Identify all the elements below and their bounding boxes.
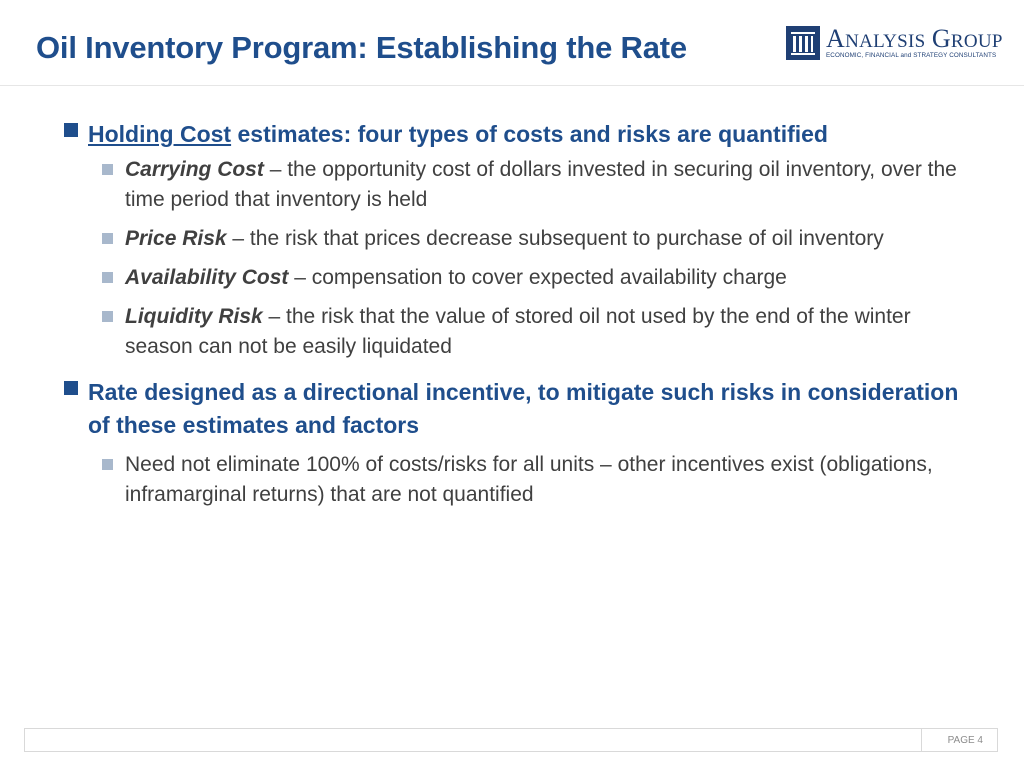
holding-cost-text: estimates: four types of costs and risks are quantified bbox=[231, 121, 828, 147]
holding-cost-link[interactable]: Holding Cost bbox=[88, 121, 232, 147]
term-label: Liquidity Risk bbox=[125, 305, 263, 328]
term-label: Carrying Cost bbox=[125, 158, 264, 181]
term-description: – the risk that the value of stored oil not used by the end of the winter season can not be easily liquidated bbox=[125, 305, 911, 358]
term-description: – the risk that prices decrease subsequent to purchase of oil inventory bbox=[226, 227, 884, 250]
term-label: Availability Cost bbox=[125, 266, 289, 289]
sub-bullet-price-risk bbox=[62, 224, 962, 254]
sub-bullet-availability-cost bbox=[62, 263, 962, 293]
logo-tagline: ECONOMIC, FINANCIAL and STRATEGY CONSULTANTS bbox=[826, 52, 997, 59]
slide-title: Oil Inventory Program: Establishing the Rate bbox=[36, 30, 687, 65]
logo-wordmark: ANALYSIS GROUP bbox=[826, 24, 1003, 53]
square-bullet-icon bbox=[64, 123, 78, 137]
square-bullet-icon bbox=[102, 272, 113, 283]
term-label: Price Risk bbox=[125, 227, 227, 250]
square-bullet-icon bbox=[64, 381, 78, 395]
sub-bullet-carrying-cost bbox=[62, 155, 962, 215]
footer-divider bbox=[921, 729, 922, 751]
term-description: – compensation to cover expected availability charge bbox=[288, 266, 787, 289]
square-bullet-icon bbox=[102, 459, 113, 470]
bullet-rate-design bbox=[62, 376, 962, 442]
page-number: PAGE 4 bbox=[947, 735, 983, 746]
header-divider bbox=[0, 85, 1024, 86]
slide-footer bbox=[24, 728, 998, 752]
term-description: – the opportunity cost of dollars invested in securing oil inventory, over the time period that inventory is held bbox=[125, 158, 957, 211]
bullet-holding-cost bbox=[62, 118, 962, 151]
sub-bullet-need-not-eliminate bbox=[62, 450, 962, 510]
square-bullet-icon bbox=[102, 164, 113, 175]
need-not-eliminate-text: Need not eliminate 100% of costs/risks for all units – other incentives exist (obligations, inframarginal returns) that are not quantified bbox=[125, 453, 933, 506]
slide-body bbox=[62, 118, 962, 510]
column-building-icon bbox=[786, 26, 820, 60]
square-bullet-icon bbox=[102, 233, 113, 244]
square-bullet-icon bbox=[102, 311, 113, 322]
rate-design-text: Rate designed as a directional incentive, to mitigate such risks in consideration of these estimates and factors bbox=[88, 379, 959, 438]
analysis-group-logo bbox=[786, 24, 1003, 62]
sub-bullet-liquidity-risk bbox=[62, 302, 962, 362]
